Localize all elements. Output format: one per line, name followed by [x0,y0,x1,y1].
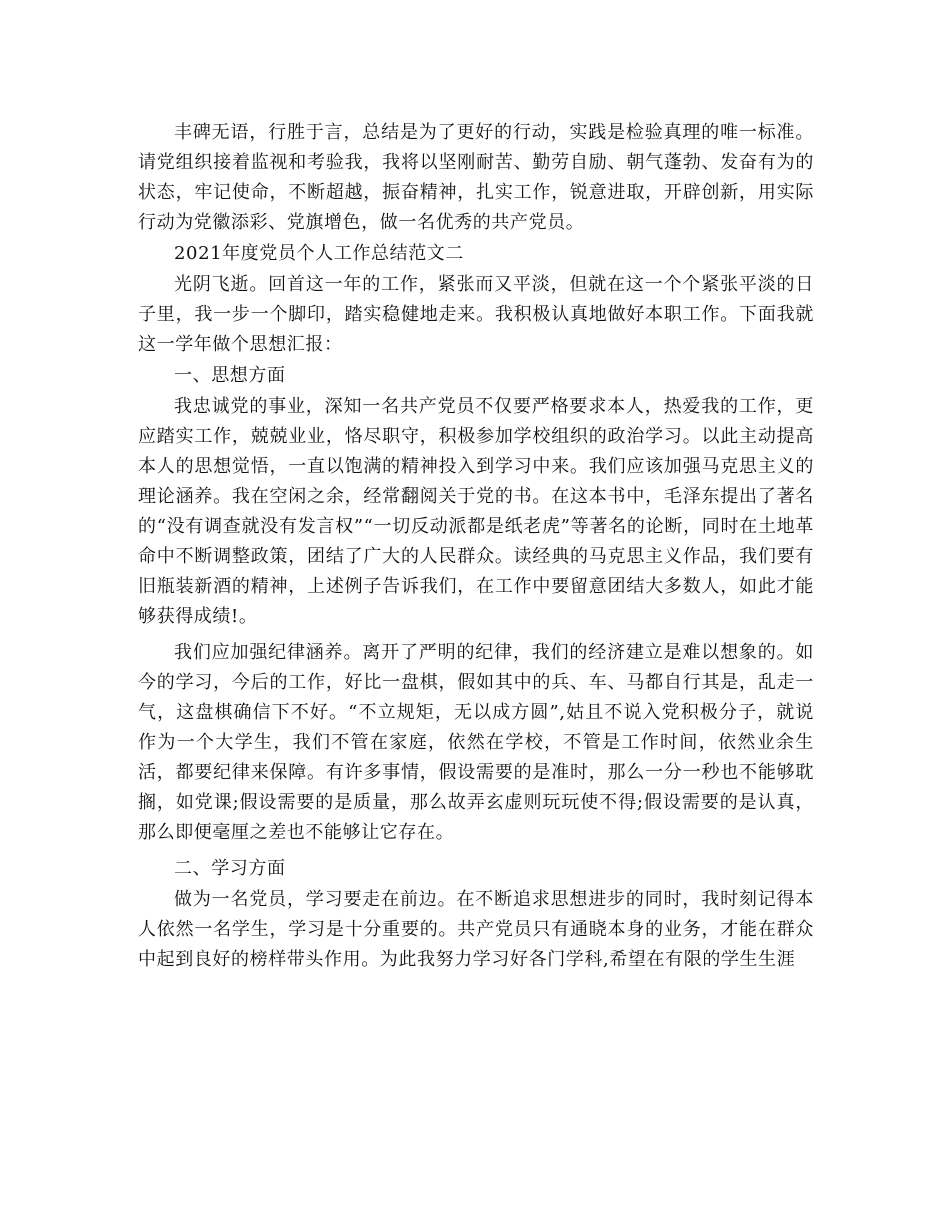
heading-ideology: 一、思想方面 [174,365,286,386]
paragraph-study: 做为一名党员，学习要走在前边。在不断追求思想进步的同时，我时刻记得本人依然一名学生，学习是十分重要的。共产党员只有通晓本身的业务，才能在群众中起到良好的榜样带头作用。为此我努力学习好各门学科,希望在有限的学生生涯 [138,889,814,970]
section-title: 2021年度党员个人工作总结范文二 [174,243,465,264]
paragraph-conclusion: 丰碑无语，行胜于言，总结是为了更好的行动，实践是检验真理的唯一标准。请党组织接着监视和考验我，我将以坚刚耐苦、勤劳自励、朝气蓬勃、发奋有为的状态，牢记使命，不断超越，振奋精神，扎实工作，锐意进取，开辟创新，用实际行动为党徽添彩、党旗增色，做一名优秀的共产党员。 [138,122,814,233]
paragraph-intro: 光阴飞逝。回首这一年的工作，紧张而又平淡，但就在这一个个紧张平淡的日子里，我一步一个脚印，踏实稳健地走来。我积极认真地做好本职工作。下面我就这一学年做个思想汇报： [138,274,814,355]
heading-study: 二、学习方面 [174,858,286,879]
document-body [138,118,814,976]
paragraph-ideology: 我忠诚党的事业，深知一名共产党员不仅要严格要求本人，热爱我的工作，更应踏实工作，兢兢业业，恪尽职守，积极参加学校组织的政治学习。以此主动提高本人的思想觉悟，一直以饱满的精神投入到学习中来。我们应该加强马克思主义的理论涵养。我在空闲之余，经常翻阅关于党的书。在这本书中，毛泽东提出了著名的“没有调查就没有发言权”“一切反动派都是纸老虎”等著名的论断，同时在土地革命中不断调整政策，团结了广大的人民群众。读经典的马克思主义作品，我们要有旧瓶装新酒的精神，上述例子告诉我们，在工作中要留意团结大多数人，如此才能够获得成绩!。 [138,396,814,627]
paragraph-discipline: 我们应加强纪律涵养。离开了严明的纪律，我们的经济建立是难以想象的。如今的学习，今后的工作，好比一盘棋，假如其中的兵、车、马都自行其是，乱走一气，这盘棋确信下不好。“不立规矩，无以成方圆”,姑且不说入党积极分子，就说作为一个大学生，我们不管在家庭，依然在学校，不管是工作时间，依然业余生活，都要纪律来保障。有许多事情，假设需要的是准时，那么一分一秒也不能够耽搁，如党课;假设需要的是质量，那么故弄玄虚则玩玩使不得;假设需要的是认真，那么即便毫厘之差也不能够让它存在。 [138,642,814,843]
